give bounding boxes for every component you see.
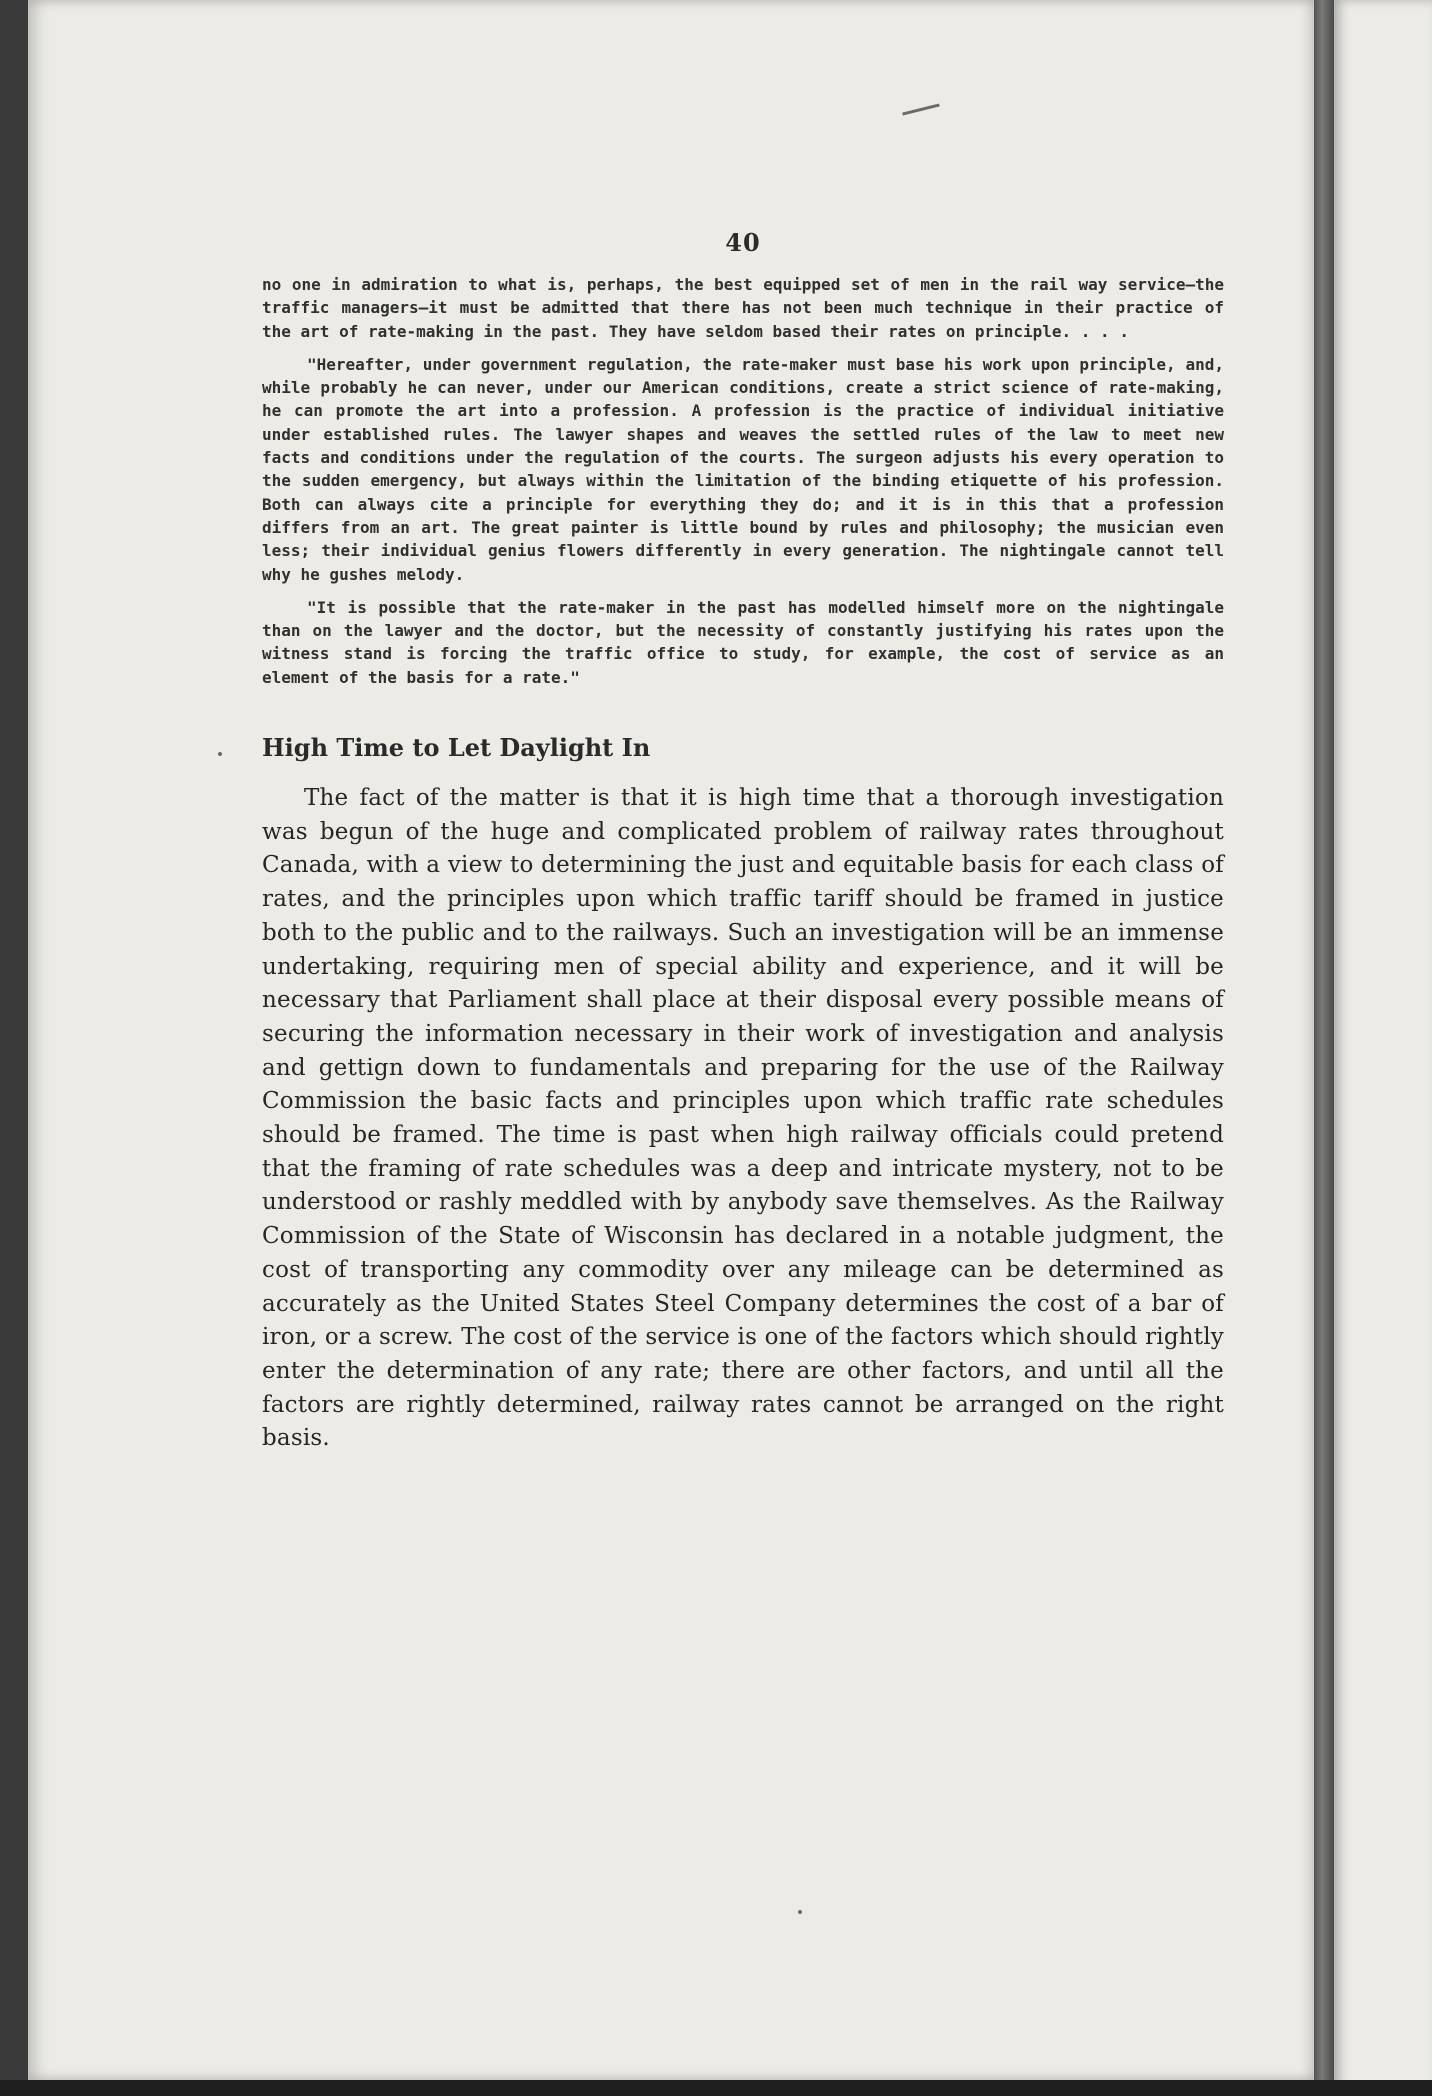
quote-paragraph: no one in admiration to what is, perhaps, the best equipped set of men in the rail way service—the traffic managers—it must be admitted that there has not been much technique in their practice of the art of rate-making in the past. They have seldom based their rates on principle. . . . bbox=[262, 275, 1224, 341]
scan-bottom-edge bbox=[0, 2080, 1432, 2096]
ink-speck bbox=[218, 752, 222, 756]
quoted-passage bbox=[262, 273, 1224, 689]
section-heading: High Time to Let Daylight In bbox=[262, 733, 651, 763]
page-number: 40 bbox=[725, 228, 761, 257]
quote-paragraph: "It is possible that the rate-maker in the past has modelled himself more on the nightingale than on the lawyer and the doctor, but the necessity of constantly justifying his rates upon the witness stand is forcing the traffic office to study, for example, the cost of service as an element of the basis for a rate." bbox=[262, 597, 1224, 687]
facing-page-edge bbox=[1334, 0, 1432, 2096]
page-content bbox=[262, 220, 1224, 1456]
quote-paragraph: "Hereafter, under government regulation, the rate-maker must base his work upon principle, and, while probably he can never, under our American conditions, create a strict science of rate-making, he can promote the art into a profession. A profession is the practice of individual initiative under established rules. The lawyer shapes and weaves the settled rules of the law to meet new facts and conditions under the regulation of the courts. The surgeon adjusts his every operation to the sudden emergency, but always within the limitation of the binding etiquette of his profession. Both can always cite a principle for everything they do; and it is in this that a profession differs from an art. The great painter is little bound by rules and philosophy; the musician even less; their individual genius flowers differently in every generation. The nightingale cannot tell why he gushes melody. bbox=[262, 354, 1224, 584]
section-body: The fact of the matter is that it is high time that a thorough investigation was begun of the huge and complicated problem of railway rates throughout Canada, with a view to determining the just and equitable basis for each class of rates, and the principles upon which traffic tariff should be framed in justice both to the public and to the railways. Such an investigation will be an immense undertaking, requiring men of special ability and experience, and it will be necessary that Parliament shall place at their disposal every possible means of securing the information necessary in their work of investigation and analysis and gettign down to fundamentals and preparing for the use of the Railway Commission the basic facts and principles upon which traffic rate schedules should be framed. The time is past when high railway officials could pretend that the framing of rate schedules was a deep and intricate mystery, not to be understood or rashly meddled with by anybody save themselves. As the Railway Commission of the State of Wisconsin has declared in a notable judgment, the cost of transporting any commodity over any mileage can be determined as accurately as the United States Steel Company determines the cost of a bar of iron, or a screw. The cost of the service is one of the factors which should rightly enter the determination of any rate; there are other factors, and until all the factors are rightly determined, railway rates cannot be arranged on the right basis. bbox=[262, 785, 1224, 1452]
book-spine bbox=[1314, 0, 1334, 2096]
ink-speck bbox=[798, 1910, 802, 1914]
ink-mark bbox=[902, 103, 940, 115]
